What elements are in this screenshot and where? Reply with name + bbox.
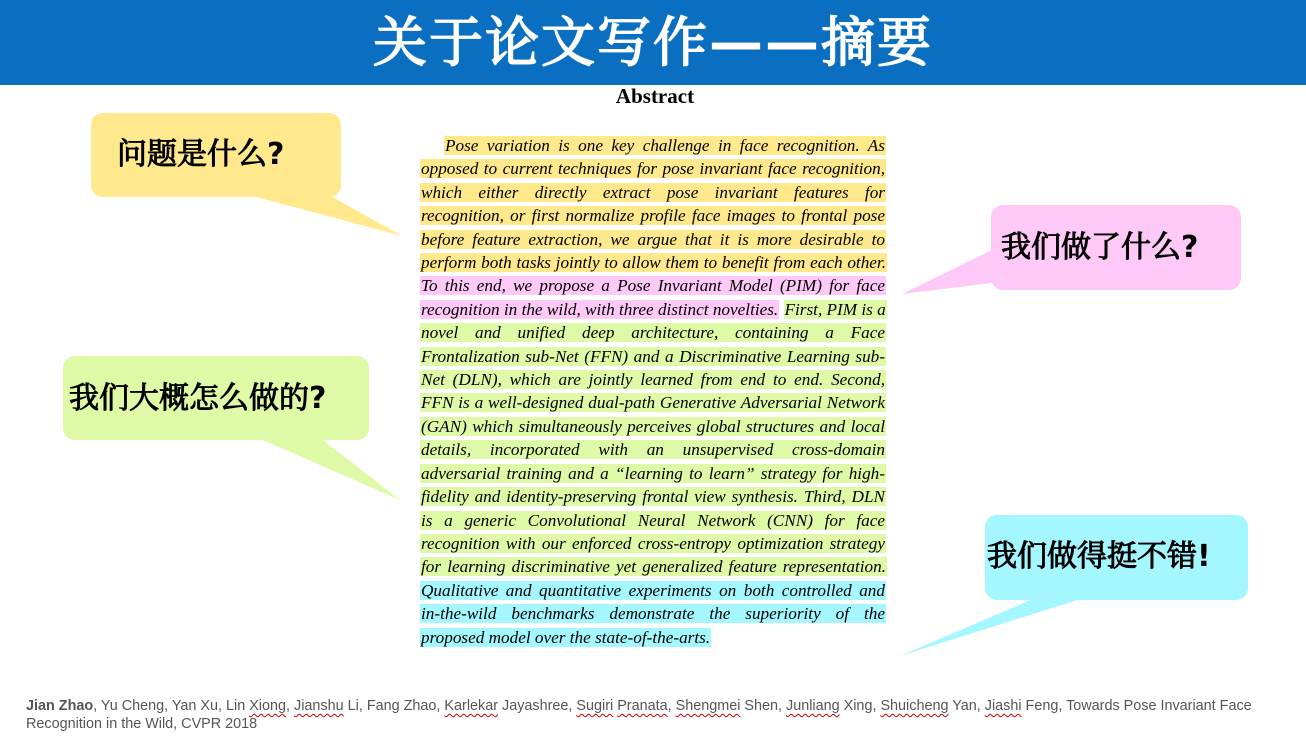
method-bubble-tail <box>240 430 400 500</box>
citation-text: Karlekar <box>444 698 499 714</box>
result-bubble-tail <box>900 596 1090 656</box>
result-highlight: Qualitative and quantitative experiments on both controlled and in-the-wild benchmarks demonstrate the superiority of the proposed model over the state-of-the-arts. <box>421 580 885 647</box>
citation-text: Pranata <box>617 698 668 714</box>
citation-text: Jiashi <box>984 698 1022 714</box>
citation-text: Shengmei <box>675 698 741 714</box>
citation-text: , <box>286 698 295 714</box>
citation-text: , Yu Cheng, Yan Xu, Lin <box>93 698 250 714</box>
slide-title: 关于论文写作——摘要 <box>373 11 933 74</box>
citation-text: Yan, <box>948 698 985 714</box>
method-highlight: First, PIM is a novel and unified deep architecture, containing a Face Frontalization sub-Net (FFN) and a Discriminative Learning sub-Net (DLN), which are jointly learned from end to end. Second, FFN is a well-designed dual-path Generative Adversarial Network (GAN) which simultaneously perceives global structures and local details, incorporated with an unsupervised cross-domain adversarial training and a “learning to learn” strategy for high-fidelity and identity-preserving frontal view synthesis. Third, DLN is a generic Convolutional Neural Network (CNN) for face recognition with our enforced cross-entropy optimization strategy for learning discriminative yet generalized feature representation. <box>421 299 886 577</box>
contribution-bubble <box>991 205 1241 290</box>
citation <box>26 697 1286 733</box>
problem-bubble <box>91 113 341 197</box>
citation-text: Feng, Towards Pose Invariant Face Recognition in the Wild, CVPR 2018 <box>26 698 1252 732</box>
citation-text: Jianshu <box>294 698 344 714</box>
citation-text: Xiong <box>249 698 287 714</box>
citation-text: Shen, <box>740 698 787 714</box>
citation-text: Li, Fang Zhao, <box>343 698 445 714</box>
problem-highlight: Pose variation is one key challenge in face recognition. As opposed to current techniques for pose invariant face recognition, which either directly extract pose invariant features for recognition, or first normalize profile face images to frontal pose before feature extraction, we argue that it is more desirable to perform both tasks jointly to allow them to benefit from each other. <box>421 136 886 273</box>
result-bubble-label: 我们做得挺不错! <box>987 539 1211 574</box>
citation-text: , <box>667 698 676 714</box>
abstract-heading: Abstract <box>615 84 695 108</box>
result-bubble <box>985 515 1248 600</box>
contribution-bubble-label: 我们做了什么? <box>1001 230 1199 265</box>
citation-text: Jayashree, <box>498 698 577 714</box>
method-bubble-label: 我们大概怎么做的? <box>69 381 327 416</box>
citation-text: Xing, <box>839 698 881 714</box>
contribution-bubble-tail <box>902 250 1000 294</box>
method-bubble <box>63 356 369 440</box>
citation-first-author: Jian Zhao <box>26 698 94 714</box>
citation-text: Shuicheng <box>880 698 949 714</box>
contribution-highlight: To this end, we propose a Pose Invariant Model (PIM) for face recognition in the wild, with three distinct novelties. <box>421 276 885 319</box>
citation-text: Junliang <box>786 698 840 714</box>
problem-bubble-label: 问题是什么? <box>117 137 285 172</box>
citation-text: Sugiri <box>576 698 614 714</box>
